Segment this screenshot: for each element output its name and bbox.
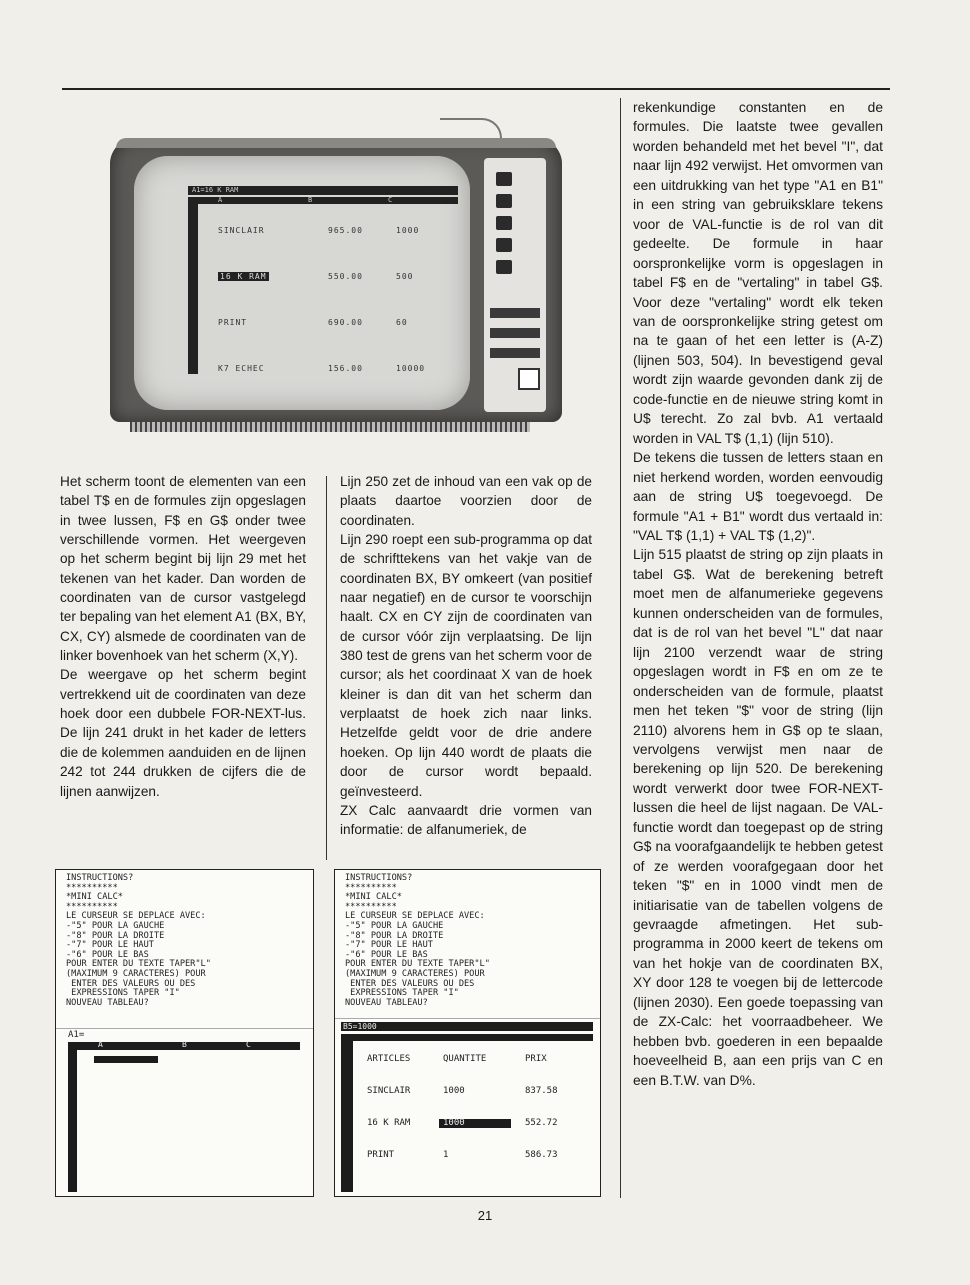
slider-control (490, 308, 540, 318)
row-bar (341, 1041, 353, 1192)
terminal-screenshot-2 (334, 869, 601, 1197)
paragraph: Lijn 515 plaatst de string op zijn plaats in tabel G$. Wat de berekening betreft moet men de alfanumerieke gegevens kunnen onderscheiden van de formules, dat is de rol van het bevel "L" dat naar lijn 2100 verzendt waar de string opgeslagen wordt in F$ en om ze te onderscheiden van de formule, plaatst men het teken "$" voor de string (lijn 2110) alvorens hem in G$ op te slaan, vervolgens verwijst men naar de berekening op lijn 520. De berekening wordt verwerkt door twee FOR-NEXT-lussen die heel de lijst nagaan. De VAL-functie wordt dan toegepast op de string G$ na voorafgaandelijk te hebben getest of ze werden voorafgegaan door het teken "$" en in 1000 vindt men de initiarisatie van de tabellen volgens de gevraagde afmetingen. Het sub-programma in 2000 keert de tekens om van het hokje van de coordinaten BX, XY door 128 te voegen bij de lettercode (lijnen 2030). Een goede toepassing van de ZX-Calc: het voorraadbeheer. We hebben bvb. goederen in een bepaalde hoeveelheid B, aan een prijs van C en een B.T.W. van D%. (633, 547, 883, 1088)
photo-cell-a: 16 K RAM (220, 272, 267, 281)
slider-control (490, 328, 540, 338)
terminal-line: INSTRUCTIONS? (66, 873, 134, 883)
tv-photo (110, 128, 562, 436)
terminal-line: LE CURSEUR SE DEPLACE AVEC: (66, 911, 206, 922)
column-bar (341, 1034, 593, 1041)
terminal-line: -"7" POUR LE HAUT (66, 940, 154, 951)
grid-header-bar (341, 1022, 593, 1031)
terminal-line: -"8" POUR LA DROITE (345, 930, 444, 941)
column-divider (620, 98, 621, 1198)
col-b: B (182, 1040, 187, 1049)
terminal-line: POUR ENTER DU TEXTE TAPER"L" (345, 959, 490, 970)
cell-price: 552.72 (525, 1118, 558, 1128)
tv-screen (134, 156, 470, 410)
screen-header-text: A1=16 K RAM (192, 186, 239, 194)
cell-article: 16 K RAM (367, 1118, 411, 1128)
terminal-line: (MAXIMUM 9 CARACTERES) POUR (66, 968, 206, 979)
terminal-line: EXPRESSIONS TAPER "I" (66, 988, 180, 999)
terminal-line: -"6" POUR LE BAS (345, 949, 428, 960)
header-quantite: QUANTITE (443, 1054, 487, 1064)
terminal-text (345, 874, 490, 1008)
tv-top-edge (116, 138, 556, 148)
terminal-line: *MINI CALC* (345, 892, 402, 903)
photo-cell-b: 690.00 (328, 318, 363, 327)
column-1 (60, 472, 306, 801)
terminal-line: ********** (345, 901, 397, 912)
terminal-line: ENTER DES VALEURS OU DES (66, 978, 196, 989)
terminal-line: NOUVEAU TABLEAU? (66, 997, 149, 1008)
spreadsheet-grid (62, 1030, 308, 1192)
screen-col-bar (188, 197, 458, 204)
separator (335, 1018, 600, 1019)
paragraph: De tekens die tussen de letters staan en niet herkend worden, worden eenvoudig aan de string U$ toegevoegd. De formule "A1 + B1" wordt dus vertaald in: "VAL T$ (1,1) + VAL T$ (1,2)". (633, 450, 883, 543)
tv-control-panel (484, 158, 546, 412)
screen-col-c: C (388, 196, 393, 204)
column-2 (340, 472, 592, 840)
paragraph: rekenkundige constanten en de formules. Die laatste twee gevallen worden behandeld met het bevel "I", dat naar lijn 492 verwijst. Het omvormen van een uitdrukking van het type "A1 en B1" in een string van gebruiksklare tekens voor de VAL-functie is de rol van dit gedeelte. De formule in haar oorspronkelijke vorm is opgeslagen in tabel F$ en de "vertaling" in tabel G$. Voor deze "vertaling" wordt elk teken van de oorspronkelijke string getest om na te gaan of het een letter is (A-Z) (lijnen 503, 504). In bevestigend geval wordt zijn waarde gevonden dank zij de code-functie en de nieuwe string komt in U$ terecht. Zo zal bvb. A1 vertaald worden in VAL T$ (1,1) (lijn 510). (633, 100, 883, 446)
col-c: C (246, 1040, 251, 1049)
photo-cell-b: 965.00 (328, 226, 363, 235)
cell-quantity: 1000 (443, 1118, 465, 1128)
terminal-line: -"7" POUR LE HAUT (345, 940, 433, 951)
terminal-line: POUR ENTER DU TEXTE TAPER"L" (66, 959, 211, 970)
cell-article: PRINT (367, 1150, 395, 1160)
terminal-line: -"5" POUR LA GAUCHE (66, 920, 165, 931)
terminal-line: LE CURSEUR SE DEPLACE AVEC: (345, 911, 485, 922)
terminal-line: INSTRUCTIONS? (345, 873, 413, 883)
cell-price: 837.58 (525, 1086, 558, 1096)
page-number: 21 (477, 1208, 493, 1223)
spreadsheet-grid (339, 1022, 597, 1192)
photo-cell-c: 10000 (396, 364, 426, 373)
screen-header-bar (188, 186, 458, 195)
screen-col-a: A (218, 196, 223, 204)
terminal-line: EXPRESSIONS TAPER "I" (345, 988, 459, 999)
cell-price: 586.73 (525, 1150, 558, 1160)
terminal-screenshot-1 (55, 869, 314, 1197)
header-articles: ARTICLES (367, 1054, 411, 1064)
col-a: A (98, 1040, 103, 1049)
photo-cell-a: K7 ECHEC (218, 364, 265, 373)
channel-button (496, 172, 512, 186)
channel-button (496, 238, 512, 252)
photo-cell-b: 156.00 (328, 364, 363, 373)
cell-article: SINCLAIR (367, 1086, 411, 1096)
terminal-line: NOUVEAU TABLEAU? (345, 997, 428, 1008)
terminal-line: ********** (66, 901, 118, 912)
cell-quantity: 1000 (443, 1086, 465, 1096)
paragraph: ZX Calc aanvaardt drie vormen van informatie: de alfanumeriek, de (340, 802, 592, 838)
channel-button (496, 216, 512, 230)
terminal-line: ********** (345, 882, 397, 893)
photo-cell-c: 1000 (396, 226, 420, 235)
separator (56, 1028, 313, 1029)
cell-quantity: 1 (443, 1150, 449, 1160)
tv-base-grille (130, 422, 530, 432)
column-divider (326, 476, 327, 860)
terminal-line: ********** (66, 882, 118, 893)
photo-cell-a: SINCLAIR (218, 226, 265, 235)
terminal-line: ENTER DES VALEURS OU DES (345, 978, 475, 989)
slider-control (490, 348, 540, 358)
terminal-line: -"5" POUR LA GAUCHE (345, 920, 444, 931)
top-rule (62, 88, 890, 90)
terminal-text (66, 874, 211, 1008)
grid-header: B5=1000 (343, 1022, 377, 1031)
paragraph: Het scherm toont de elementen van een tabel T$ en de formules zijn opgeslagen in twee lussen, F$ en G$ onder twee verschillende vormen. Het weergeven op het scherm begint bij lijn 29 met het tekenen van het kader. Dan worden de coordinaten van de cursor vastgelegd ter bepaling van het element A1 (BX, BY, CX, CY) alsmede de coordinaten van de linker bovenhoek van het scherm (X,Y). (60, 474, 306, 664)
grid-header: A1= (68, 1030, 85, 1040)
paragraph: Lijn 290 roept een sub-programma op dat de schrifttekens van het vakje van de coordinaten BX, BY omkeert (van positief naar negatief) en de cursor te voorschijn haalt. CX en CY zijn de coordinaten van de cursor vóór zijn verplaatsing. De lijn 380 test de grens van het scherm voor de cursor; als het coordinaat X van de hoek kleiner is dan dit van het scherm dan verplaatst de hoek zich naar links. Hetzelfde geldt voor de drie andere hoeken. Op lijn 440 wordt de plaats die door de cursor wordt bepaald. geïnvesteerd. (340, 532, 592, 799)
photo-cell-c: 60 (396, 318, 408, 327)
channel-button (496, 194, 512, 208)
terminal-line: *MINI CALC* (66, 892, 123, 903)
photo-cell-b: 550.00 (328, 272, 363, 281)
photo-cell-c: 500 (396, 272, 414, 281)
terminal-line: -"6" POUR LE BAS (66, 949, 149, 960)
column-3 (633, 98, 883, 1090)
terminal-line: -"8" POUR LA DROITE (66, 930, 165, 941)
row-bar (68, 1050, 77, 1192)
power-button (518, 368, 540, 390)
screen-col-b: B (308, 196, 313, 204)
terminal-line: (MAXIMUM 9 CARACTERES) POUR (345, 968, 485, 979)
channel-button (496, 260, 512, 274)
paragraph: Lijn 250 zet de inhoud van een vak op de plaats daartoe voorzien door de coordinaten. (340, 474, 592, 528)
photo-cell-a: PRINT (218, 318, 248, 327)
cursor-cell (94, 1056, 158, 1063)
paragraph: De weergave op het scherm begint vertrekkend uit de coordinaten van deze hoek door een dubbele FOR-NEXT-lus. De lijn 241 drukt in het kader de letters die de kolemmen aanduiden en de lijnen 242 tot 244 drukken de cijfers die de lijnen aanwijzen. (60, 667, 306, 799)
screen-row-bar (188, 204, 198, 374)
header-prix: PRIX (525, 1054, 547, 1064)
